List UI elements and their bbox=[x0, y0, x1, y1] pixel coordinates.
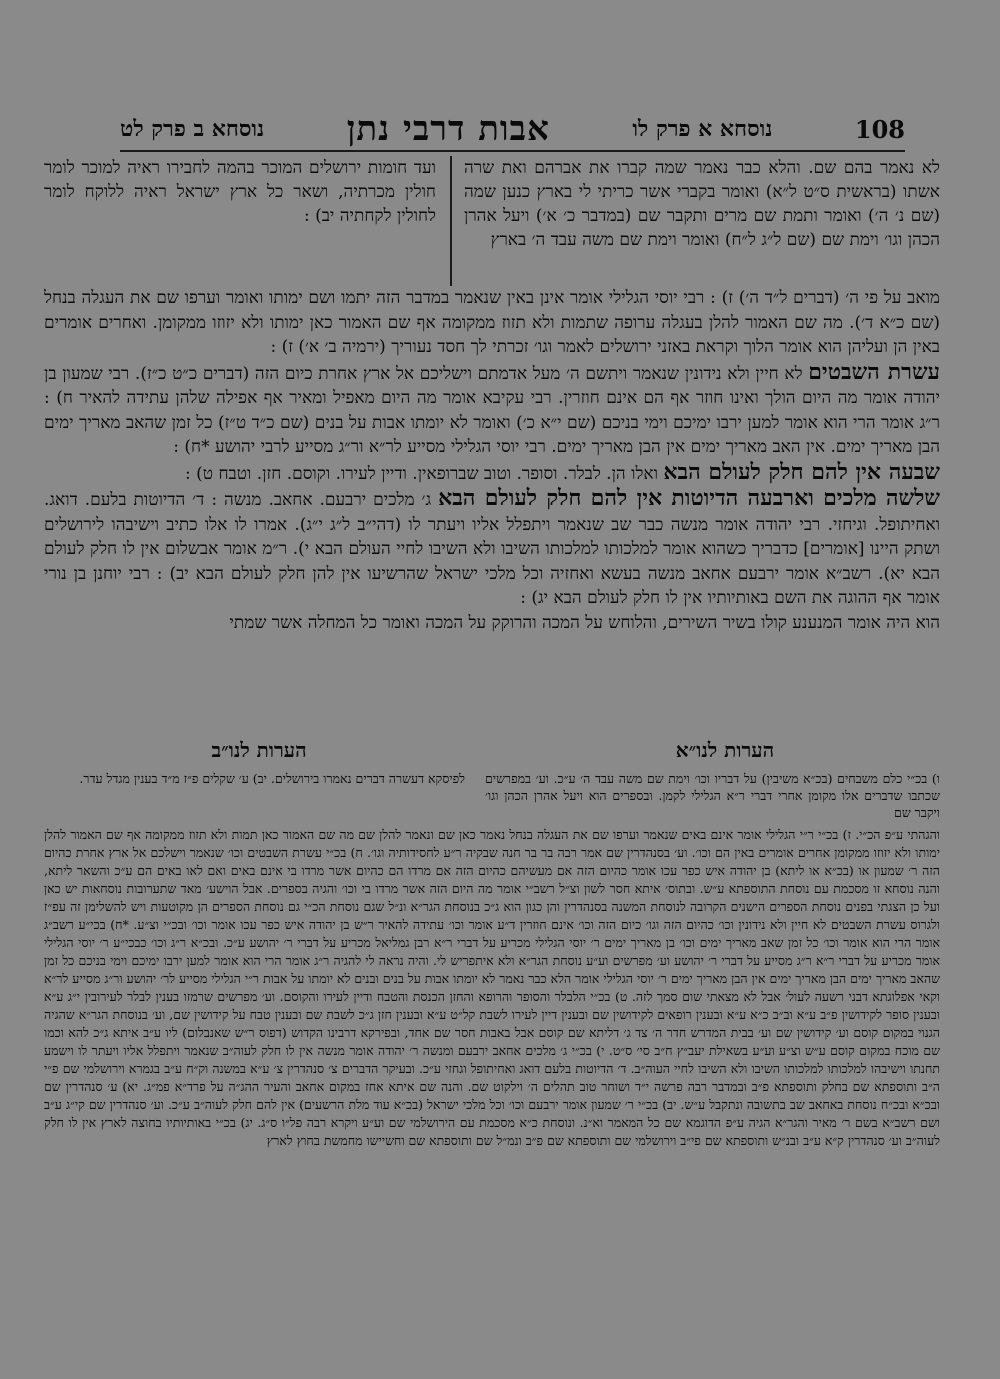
header-nusach-b: נוסחא ב פרק לט bbox=[120, 116, 265, 142]
column-nusach-b: ועד חומות ירושלים המוכר בהמה לחבירו ראיה למוכר לומר חולין מכרתיה, ושאר כל ארץ ישראל ראיה ללוקח לומר לחולין לקחתיה יב) : bbox=[44, 158, 436, 226]
notes-body bbox=[44, 826, 940, 1150]
paragraph-3-text: ואלו הן. לבלר. וסופר. וטוב שברופאין. ודיין לעירו. וקוסם. חזן. וטבח ט) : bbox=[185, 463, 658, 484]
notes-headings bbox=[44, 738, 940, 766]
page-number: 108 bbox=[854, 114, 905, 144]
notes-heading-b: הערות לנו״ב bbox=[211, 738, 307, 762]
main-text bbox=[44, 286, 940, 635]
notes-b: לפיסקא דעשרה דברים נאמרו בירושלים. יב) ע׳ שקלים פ״ז מ״ד בענין מגדל עדר. bbox=[79, 771, 465, 786]
paragraph-4-lead: שלשה מלכים וארבעה הדיוטות אין להם חלק לעולם הבא bbox=[438, 485, 940, 511]
paragraph-3-lead: שבעה אין להם חלק לעולם הבא bbox=[663, 458, 940, 485]
header-nusach-a: נוסחא א פרק לו bbox=[632, 116, 773, 142]
column-nusach-a: לא נאמר בהם שם. והלא כבר נאמר שמה קברו את אברהם ואת שרה אשתו (בראשית ס״ט ל״א) ואומר בקברי אשר כריתי לי בארץ כנען שמה (שם נ׳ ה׳) ואומר ותמת שם מרים ותקבר שם (במדבר כ׳ א׳) ויעל אהרן הכהן וגו׳ וימת שם (שם ל״ג ל״ח) ואומר וימת שם משה עבד ה׳ בארץ bbox=[450, 156, 940, 286]
notes-heading-a: הערות לנו״א bbox=[675, 738, 775, 762]
paragraph-2-lead: עשרת השבטים bbox=[808, 358, 940, 385]
paragraph-3 bbox=[44, 460, 940, 487]
paragraph-2-text: לא חיין ולא נידונין שנאמר ויתשם ה׳ מעל אדמתם וישליכם אל ארץ אחרת כיום הזה (דברים כ״ט כ״ז). רבי שמעון בן יהודה אומר מה היום הולך ואינו חוזר אף הם אינם חוזרין. רבי עקיבא אומר מה היום מאפיל ומאיר אף אפילה שלהן עתידה להאיר ח) : ר״ג אומר הרי הוא אומר למען ירבו ימיכם וימי בניכם (שם י״א כ׳) ואומר לא יומתו אבות על בנים (שם כ״ד ט״ז) כל זמן שהאב מאריך ימים הבן מאריך ימים. אין האב מאריך ימים אין הבן מאריך ימים. רבי יוסי הגלילי מסייע לר״א ור״ג מסייע לרבי יהושע *ח) : bbox=[44, 363, 940, 457]
paragraph-2 bbox=[44, 360, 940, 460]
page-header bbox=[120, 108, 905, 152]
paragraph-5: הוא היה אומר המנענע קולו בשיר השירים, והלוחש על המכה והרוקק על המכה ואומר כל המחלה אשר שמתי bbox=[229, 612, 940, 633]
paragraph-4-text: ג׳ מלכים ירבעם. אחאב. מנשה : ד׳ הדיוטות בלעם. דואג. ואחיתופל. וגיחזי. רבי יהודה אומר מנשה כבר שב שנאמר ויתפלל אליו ויעתר לו (דהי״ב ל״ג י״ג). אמרו לו אלו כתיב וישיבהו לירושלים ושתק היינו [אומרים] כדבריך כשהוא אומר למלכותו למלכותו השיבו ולא השיבו לחיי העולם הבא י). ר״מ אומר אבשלום אין לו חלק לעולם הבא יא). רשב״א אומר ירבעם אחאב מנשה בעשא ואחזיה וכל מלכי ישראל שהרשיעו אין להן חלק לעולם הבא יב) : רבי יוחנן בן נורי אומר אף ההוגה את השם באותיותיו אין לו חלק לעולם הבא יג) : bbox=[44, 490, 940, 608]
paragraph-1: מואב על פי ה׳ (דברים ל״ד ה׳) ז) : רבי יוסי הגלילי אומר אינן באין שנאמר במדבר הזה יתמו ושם ימותו ואומר וערפו שם את העגלה בנחל (שם כ״א ד׳). מה שם האמור להלן בעגלה ערופה שתמות ולא תזוז ממקומה אף שם האמור כאן ימותו ולא יזוזו ממקומן. ואחרים אומרים באין הן ועליהן הוא אומר הלוך וקראת באזני ירושלים לאמר וגו׳ זכרתי לך חסד נעוריך (ירמיה ב׳ א׳) ז) : bbox=[44, 288, 940, 357]
paragraph-4 bbox=[44, 486, 940, 611]
notes-top bbox=[44, 770, 940, 826]
top-columns bbox=[44, 156, 940, 286]
header-title: אבות דרבי נתן bbox=[346, 109, 550, 149]
notes-a-start: ו) בכ״י כלם משבחים (בכ״א משיבין) על דבריו וכו׳ וימת שם משה עבד ה׳ ע״כ. וע׳ במפרשים שכתבו שדברים אלו מקומן אחרי דברי ר״א הגלילי לקמן. ובספרים הוא ויעל אהרן הכהן וגו׳ ויקבר שם bbox=[485, 771, 940, 820]
notes-a-continued: והגהתי ע״פ הכ״י. ז) בכ״י ר״י הגלילי אומר אינם באים שנאמר וערפו שם את העגלה בנחל נאמר כאן שם ונאמר להלן שם מה שם האמור כאן תמות ולא תזוז ממקומה אף שם האמור להלן ימותו ולא יזוזו ממקומן אחרים אומרים באין הם וכו׳. וע׳ בסנהדרין שם אמר רבה בר בר חנה שבקיה ר״ע לחסידותיה וגו׳. ח) בכ״י עשרת השבטים וכו׳ שנאמר וישלכם אל ארץ אחרת כהיום הזה ר׳ שמעון או (בכ״א או ליתא) בן יהודה איש כפר עכו אומר כהיום הזה אם מעשיהם כהיום הזה אם מרדו הם כהיום אשר מרדו בי אינם באים ואם לאו באים הם ע״כ והשאר ליתא, והנה נוסחא זו מסכמת עם נוסחת התוספתא ע״ש. ובתוס׳ איתא חסר לשון וצ״ל רשב״י אומר מה היום הזה אשר מרדו בי וכו׳ והגיה בספרים. אבל הוישע׳ מאד שתערובות נוסחאות יש כאן ועל כן הצגתי בפנים נוסחת הספרים הישנים הקרובה לנוסחת המשנה בסנהדרין והן כגון הוא ג״כ בנוסחת הגר״א ונ״ל שגם נוסחת הכ״י גם נוסחת הספרים הן מקוטעות ויש להשלימן זה עפ״ז ולגרוס עשרת השבטים לא חיין ולא נידונין וכו׳ כהיום הזה וגו׳ כיום הזה וכו׳ אינם חוזרין ד״ע אומר וכו׳ עתידה להאיר ר״ש בן יהודה איש כפר עכו אומר וכו׳ ובכ״י וצ״ע. *ח) בכי״ע רשב״ג אומר הרי הוא אומר וכו׳ כל זמן שאב מאריך ימים וכו׳ בן מאריך ימים ר׳ יוסי הגלילי מכריע על דברי ר״א רבן גמליאל מכריע על דברי ר׳ יהושע ע״כ. ובכ״א ר״ג וכו׳ כבכי״ע ר׳ יוסי הגלילי אומר מכריע על דברי ר״א ר״ג מסייע על דברי ר׳ יהושע וע׳ מפרשים וע״ע נוסחת הגר״א ולא איתפריש לי. והיה נראה לי להגיה ר״ג אומר הרי הוא אומר למען ירבו ימיכם וימי בניכם כל זמן שהאב מאריך ימים הבן מאריך ימים אין הבן מאריך ימים ר׳ יוסי הגלילי אומר הלא כבר נאמר לא יומתו אבות על בנים ובנים לא יומתו על אבות ר״י הגלילי מסייע לר׳ יהושע ור״ג מסייע לר״א וקאי אפלוגתא דבני רשעה לעול׳ אבל לא מצאתי שום סמך לזה. ט) בכ״י הלבלר והסופר והרופא והחזן הכנסת והטבח ודיין לעירו והקוסם. וע׳ מפרשים שרמזו בענין לבלר לעירובין י״ג ע״א ובענין סופר לקידושין פ״ב ע״א וב״ב כ״א ע״א ובענין רופאים לקידושין שם ובענין דיין לעירו לשבת קל״ט ע״א ובענין חזן ג״כ לשבת שם ובענין טבח על קידושין שם, וע׳ בנוסחת הגר״א שהגיה הגנוי במקום קוסם וע׳ קידושין שם וע׳ בבית המדרש חדר ה׳ צד ג׳ דליתא שם קוסם אבל באבות חסר שם אחד, ובפירקא דרבינו הקדוש (דפוס ר״ש שאנבלום) ליו ע״ב איתא ג״כ להא וכמו שם מוכח במקום קוסם ע״ש וצ״ע וע״ע בשאילת יעב״ץ ח״ב סי׳ ס״ט. י) בכ״י ג׳ מלכים אחאב ירבעם ומנשה ר׳ יהודה אומר מנשה אין לו חלק לעוה״ב שנאמר ויתפלל אליו ויעתר לו וישמע תחנתו וישיבהו למלכותו למלכותו השיבו ולא השיבו לחיי העוה״ב. ד׳ הדיוטות בלעם דואג ואחיתופל וגחזי ע״כ. ובעיקר הדברים צ׳ סנהדרין צ׳ ע״א במשנה וק״ח ע״ב בגמרא וירושלמי שם פ״י ה״ב ותוספתא שם בחלק ותוספתא פ״ב ובמדבר רבה פרשה י״ד ושוחר טוב תהלים ה׳ וילקוט שם. והנה שם איתא אחז במקום אחאב והעיר ההג״ה על פרד״א פמ״ג. יא) ע׳ סנהדרין שם ובכ״א ובכ״ח נוסחת באחאב שב בתשובה ונתקבל ע״ש. יב) בכ״י ר׳ שמעון אומר ירבעם וכו׳ וכל מלכי ישראל (בכ״א עוד מלת הרשעים) אין להם חלק לעוה״ב ע״כ. וע׳ סנהדרין שם קי״ג ע״ב ושם רשב״א בשם ר׳ מאיר והגר״א הגיה ע״פ הדוגמא שם כל המאמר וא״נ. ונוסחת כ״א מסכמת עם הירושלמי שם וע״ע ויקרא רבה פל״ו ס״ג. יג) בכ״י באותיותיו בחוצה לארץ אין לו חלק לעוה״ב וע׳ סנהדרין ק״א ע״ב ובנ״ש ותוספתא שם פי״ב וירושלמי שם ותוספתא שם פ״ב ונמ״ל שם ותוספתא שם וחשיישו מחמשת בחוץ לארץ bbox=[44, 827, 940, 1148]
